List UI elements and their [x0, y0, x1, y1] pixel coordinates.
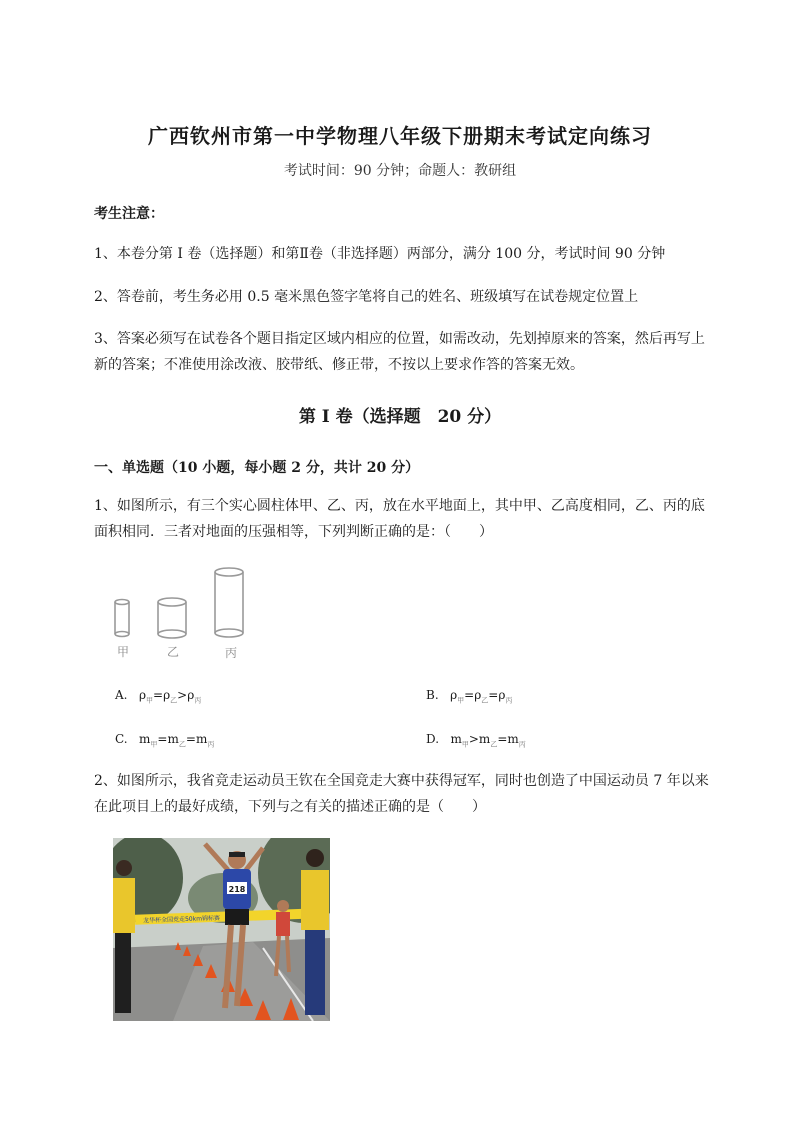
- cylinders-figure: [105, 562, 255, 662]
- cylinder-jia: [115, 600, 129, 637]
- cylinder-label-yi: 乙: [167, 645, 180, 659]
- cylinder-bing: [215, 568, 243, 637]
- option-d[interactable]: D. $m_甲>m_乙=m_丙$: [426, 732, 526, 749]
- race-walker-photo: [113, 838, 330, 1021]
- section-title: 第 I 卷（选择题 20 分）: [298, 407, 502, 427]
- notice-item-3: 3、答案必须写在试卷各个题目指定区域内相应的位置，如需改动，先划掉原来的答案，然后再写上新的答案；不准使用涂改液、胶带纸、修正带，不按以上要求作答的答案无效。: [94, 331, 705, 373]
- option-b[interactable]: B. $\rho_甲=\rho_乙=\rho_丙$: [426, 688, 513, 705]
- cylinder-label-jia: 甲: [117, 645, 130, 659]
- question-1-text: 1、如图所示，有三个实心圆柱体甲、乙、丙，放在水平地面上，其中甲、乙高度相同，乙、丙的底面积相同．三者对地面的压强相等，下列判断正确的是：（ ）: [94, 498, 705, 540]
- bib-number: 218: [228, 885, 246, 894]
- notice-item-1: 1、本卷分第 I 卷（选择题）和第Ⅱ卷（非选择题）两部分，满分 100 分，考试时间 90 分钟: [94, 246, 666, 262]
- cylinder-yi: [158, 598, 186, 638]
- question-2-text: 2、如图所示，我省竞走运动员王钦在全国竞走大赛中获得冠军，同时也创造了中国运动员 7 年以来在此项目上的最好成绩，下列与之有关的描述正确的是（ ）: [94, 773, 709, 815]
- option-a[interactable]: A. $\rho_甲=\rho_乙>\rho_丙$: [115, 688, 202, 705]
- notice-item-2: 2、答卷前，考生务必用 0.5 毫米黑色签字笔将自己的姓名、班级填写在试卷规定位置上: [94, 289, 639, 305]
- exam-title: 广西钦州市第一中学物理八年级下册期末考试定向练习: [148, 124, 652, 148]
- option-c[interactable]: C. $m_甲=m_乙=m_丙$: [115, 732, 215, 749]
- cylinder-label-bing: 丙: [225, 646, 238, 660]
- part-heading: 一、单选题（10 小题，每小题 2 分，共计 20 分）: [94, 460, 420, 476]
- notice-label: 考生注意：: [94, 206, 164, 222]
- finish-banner-text: 龙华杯全国竞走50km锦标赛: [142, 914, 221, 925]
- exam-subtitle: 考试时间：90 分钟；命题人：教研组: [283, 163, 517, 179]
